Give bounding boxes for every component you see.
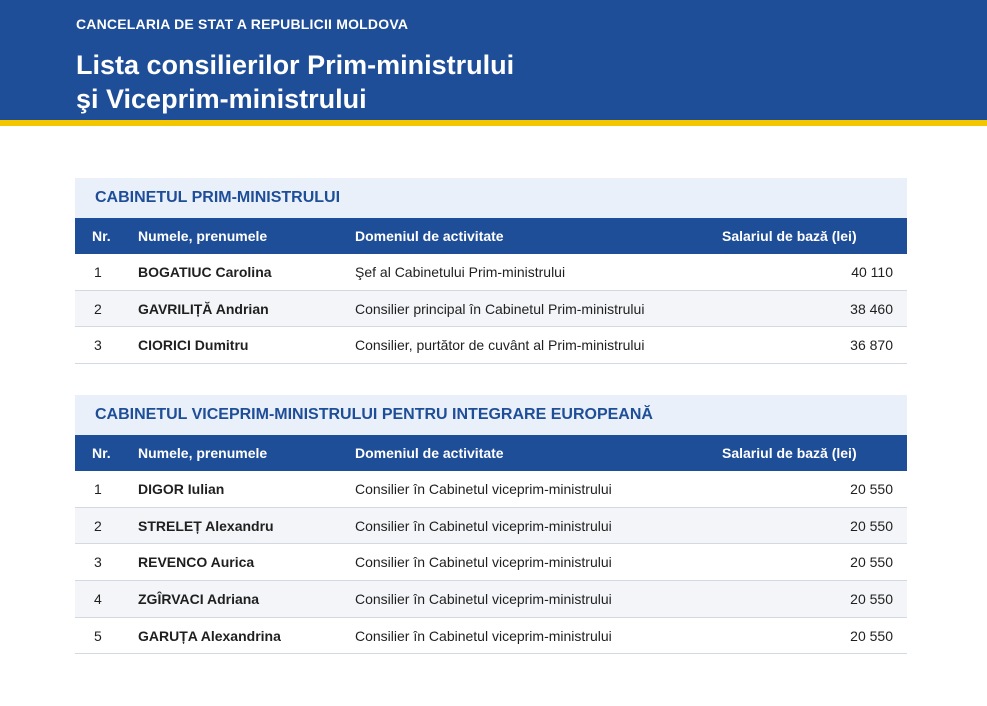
row-name: STRELEȚ Alexandru xyxy=(138,517,274,534)
row-nr: 3 xyxy=(94,337,102,354)
row-domain: Consilier în Cabinetul viceprim-ministrului xyxy=(355,554,612,571)
row-salary: 20 550 xyxy=(850,590,893,607)
row-domain: Şef al Cabinetului Prim-ministrului xyxy=(355,263,566,280)
page-title xyxy=(76,48,514,116)
row-salary: 20 550 xyxy=(850,627,893,644)
table-header xyxy=(75,218,907,254)
column-header-nr: Nr. xyxy=(92,445,111,461)
row-name: REVENCO Aurica xyxy=(138,554,255,571)
row-domain: Consilier în Cabinetul viceprim-ministrului xyxy=(355,480,612,497)
section-title: CABINETUL PRIM-MINISTRULUI xyxy=(75,178,907,218)
column-header-name: Numele, prenumele xyxy=(138,228,268,244)
column-header-salary: Salariul de bază (lei) xyxy=(722,228,857,244)
row-salary: 40 110 xyxy=(851,263,893,280)
section-title: CABINETUL VICEPRIM-MINISTRULUI PENTRU INTEGRARE EUROPEANĂ xyxy=(75,395,907,435)
row-salary: 20 550 xyxy=(850,480,893,497)
organization-name: CANCELARIA DE STAT A REPUBLICII MOLDOVA xyxy=(76,16,409,32)
row-name: ZGÎRVACI Adriana xyxy=(138,590,260,607)
row-domain: Consilier în Cabinetul viceprim-ministrului xyxy=(355,517,612,534)
row-name: BOGATIUC Carolina xyxy=(138,263,272,280)
row-domain: Consilier în Cabinetul viceprim-ministrului xyxy=(355,627,612,644)
row-nr: 1 xyxy=(94,263,102,280)
column-header-domain: Domeniul de activitate xyxy=(355,228,504,244)
table-row xyxy=(75,291,907,328)
row-nr: 4 xyxy=(94,590,102,607)
row-domain: Consilier în Cabinetul viceprim-ministrului xyxy=(355,590,612,607)
row-salary: 20 550 xyxy=(850,554,893,571)
column-header-salary: Salariul de bază (lei) xyxy=(722,445,857,461)
row-nr: 3 xyxy=(94,554,102,571)
section-prime-minister-cabinet xyxy=(75,178,907,364)
page-title-line-1: Lista consilierilor Prim-ministrului xyxy=(76,50,515,80)
row-domain: Consilier, purtător de cuvânt al Prim-ministrului xyxy=(355,337,645,354)
table-row xyxy=(75,618,907,655)
table-row xyxy=(75,544,907,581)
row-name: CIORICI Dumitru xyxy=(138,337,249,354)
table-row xyxy=(75,327,907,364)
page-title-line-2: şi Viceprim-ministrului xyxy=(76,84,367,114)
column-header-domain: Domeniul de activitate xyxy=(355,445,504,461)
row-domain: Consilier principal în Cabinetul Prim-ministrului xyxy=(355,300,645,317)
row-salary: 20 550 xyxy=(850,517,893,534)
column-header-name: Numele, prenumele xyxy=(138,445,268,461)
table-row xyxy=(75,254,907,291)
row-salary: 36 870 xyxy=(850,337,893,354)
row-name: GARUȚA Alexandrina xyxy=(138,627,281,644)
row-nr: 5 xyxy=(94,627,102,644)
column-header-nr: Nr. xyxy=(92,228,111,244)
page-header xyxy=(0,0,987,126)
row-nr: 1 xyxy=(94,480,102,497)
row-nr: 2 xyxy=(94,517,102,534)
table-header xyxy=(75,435,907,471)
table-row xyxy=(75,508,907,545)
row-name: GAVRILIȚĂ Andrian xyxy=(138,300,269,317)
row-nr: 2 xyxy=(94,300,102,317)
table-row xyxy=(75,581,907,618)
section-deputy-prime-minister-cabinet xyxy=(75,395,907,654)
row-name: DIGOR Iulian xyxy=(138,480,225,497)
row-salary: 38 460 xyxy=(850,300,893,317)
table-row xyxy=(75,471,907,508)
